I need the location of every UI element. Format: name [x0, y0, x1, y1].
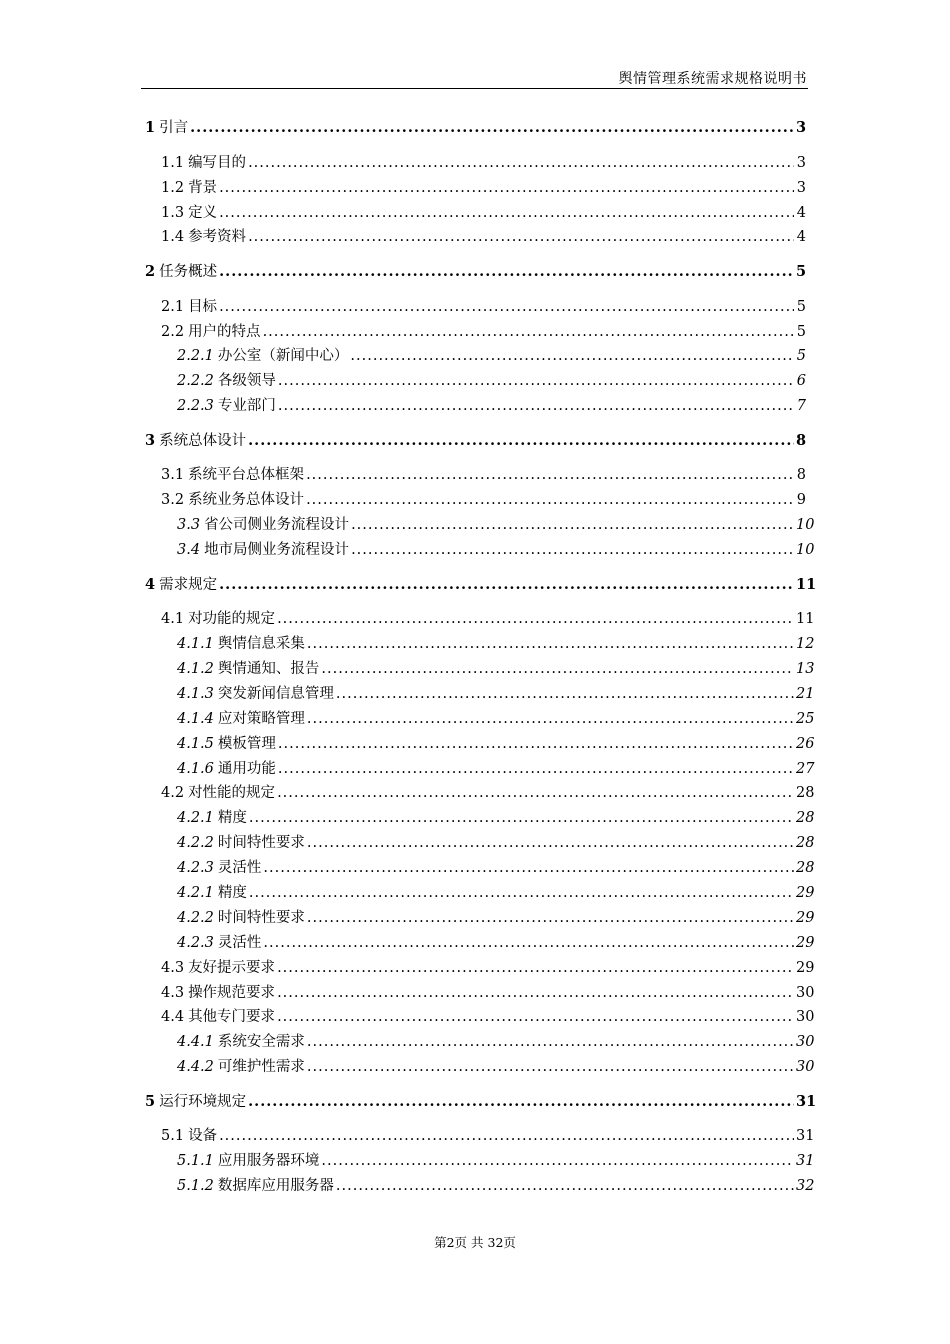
toc-entry-number: 1.3 — [161, 205, 185, 221]
toc-entry-number: 4.1.3 — [177, 686, 214, 702]
toc-entry-number: 4.4 — [161, 1009, 185, 1025]
dot-leader — [249, 810, 794, 826]
toc-entry-title: 系统总体设计 — [159, 433, 247, 449]
dot-leader — [278, 373, 794, 389]
toc-entry-title: 参考资料 — [188, 229, 247, 245]
toc-entry-level-3[interactable] — [177, 369, 806, 390]
dot-leader — [278, 761, 794, 777]
toc-entry-title: 地市局侧业务流程设计 — [204, 542, 350, 558]
toc-entry-level-3[interactable] — [177, 394, 806, 415]
toc-entry-page-number: 11 — [796, 576, 817, 593]
toc-entry-title: 舆情通知、报告 — [217, 661, 320, 677]
toc-entry-title: 用户的特点 — [188, 324, 261, 340]
toc-entry-title: 操作规范要求 — [188, 985, 276, 1001]
toc-entry-level-1[interactable] — [145, 260, 806, 281]
toc-entry-title: 运行环境规定 — [159, 1094, 247, 1110]
toc-entry-title: 对性能的规定 — [188, 785, 276, 801]
dot-leader — [277, 611, 794, 627]
toc-entry-number: 4.1.4 — [177, 711, 214, 727]
toc-entry-page-number: 31 — [796, 1093, 817, 1110]
toc-entry-page-number: 10 — [796, 542, 815, 558]
toc-entry-number: 4.2.1 — [177, 885, 214, 901]
dot-leader — [321, 661, 794, 677]
dot-leader — [321, 1153, 794, 1169]
toc-entry-number: 4.1.1 — [177, 636, 214, 652]
toc-entry-level-3[interactable] — [177, 856, 815, 877]
toc-entry-page-number: 31 — [796, 1128, 815, 1144]
toc-entry-page-number: 5 — [796, 263, 807, 280]
toc-entry-page-number: 27 — [796, 761, 815, 777]
dot-leader — [263, 935, 794, 951]
toc-entry-title: 引言 — [159, 120, 189, 136]
toc-entry-level-2[interactable] — [161, 488, 806, 509]
toc-entry-number: 4.1.2 — [177, 661, 214, 677]
toc-entry-page-number: 25 — [796, 711, 815, 727]
dot-leader — [263, 324, 794, 340]
dot-leader — [336, 686, 794, 702]
toc-entry-page-number: 21 — [796, 686, 815, 702]
dot-leader — [219, 299, 794, 315]
toc-entry-level-3[interactable] — [177, 732, 815, 753]
toc-entry-title: 对功能的规定 — [188, 611, 276, 627]
toc-entry-title: 通用功能 — [217, 761, 276, 777]
dot-leader — [219, 180, 794, 196]
toc-entry-title: 应对策略管理 — [217, 711, 305, 727]
dot-leader — [277, 1009, 794, 1025]
toc-entry-number: 1.4 — [161, 229, 185, 245]
dot-leader — [249, 885, 794, 901]
toc-entry-page-number: 30 — [796, 1059, 815, 1075]
toc-entry-page-number: 28 — [796, 810, 815, 826]
toc-entry-page-number: 29 — [796, 960, 815, 976]
dot-leader — [307, 711, 794, 727]
toc-entry-number: 4.1.5 — [177, 736, 214, 752]
toc-entry-level-3[interactable] — [177, 1030, 815, 1051]
toc-entry-page-number: 28 — [796, 835, 815, 851]
dot-leader — [219, 1128, 794, 1144]
toc-entry-title: 系统安全需求 — [217, 1034, 305, 1050]
toc-entry-level-2[interactable] — [161, 463, 806, 484]
toc-entry-level-2[interactable] — [161, 956, 815, 977]
toc-entry-page-number: 8 — [796, 432, 807, 449]
dot-leader — [307, 910, 794, 926]
toc-entry-number: 4.3 — [161, 960, 185, 976]
toc-entry-level-3[interactable] — [177, 906, 815, 927]
toc-entry-title: 办公室（新闻中心） — [217, 348, 349, 364]
toc-entry-page-number: 4 — [796, 229, 806, 245]
toc-entry-title: 背景 — [188, 180, 218, 196]
toc-entry-title: 任务概述 — [159, 264, 218, 280]
toc-entry-page-number: 30 — [796, 985, 815, 1001]
dot-leader — [248, 229, 794, 245]
toc-entry-title: 舆情信息采集 — [217, 636, 305, 652]
toc-entry-level-3[interactable] — [177, 632, 815, 653]
toc-entry-page-number: 26 — [796, 736, 815, 752]
toc-entry-level-2[interactable] — [161, 1005, 815, 1026]
toc-entry-number: 4.2.3 — [177, 860, 214, 876]
toc-entry-level-2[interactable] — [161, 320, 806, 341]
toc-entry-title: 数据库应用服务器 — [217, 1178, 334, 1194]
toc-entry-level-3[interactable] — [177, 806, 815, 827]
dot-leader — [277, 985, 794, 1001]
toc-entry-page-number: 29 — [796, 910, 815, 926]
toc-entry-number: 3.2 — [161, 492, 185, 508]
toc-entry-number: 2.1 — [161, 299, 185, 315]
toc-entry-level-3[interactable] — [177, 538, 815, 559]
toc-entry-page-number: 31 — [796, 1153, 815, 1169]
toc-entry-level-2[interactable] — [161, 607, 815, 628]
toc-entry-level-2[interactable] — [161, 781, 815, 802]
toc-entry-level-3[interactable] — [177, 682, 815, 703]
toc-entry-number: 4.4.1 — [177, 1034, 214, 1050]
toc-entry-page-number: 11 — [796, 611, 815, 627]
toc-entry-page-number: 32 — [796, 1178, 815, 1194]
toc-entry-number: 2.2 — [161, 324, 185, 340]
toc-entry-level-3[interactable] — [177, 1174, 815, 1195]
toc-entry-number: 4.4.2 — [177, 1059, 214, 1075]
toc-entry-title: 系统平台总体框架 — [188, 467, 305, 483]
toc-entry-level-3[interactable] — [177, 344, 806, 365]
toc-entry-title: 定义 — [188, 205, 218, 221]
toc-entry-page-number: 28 — [796, 785, 815, 801]
dot-leader — [190, 119, 794, 136]
dot-leader — [278, 398, 794, 414]
toc-entry-title: 精度 — [217, 810, 247, 826]
toc-entry-level-3[interactable] — [177, 931, 815, 952]
toc-entry-page-number: 4 — [796, 205, 806, 221]
toc-entry-title: 系统业务总体设计 — [188, 492, 305, 508]
toc-entry-number: 2.2.2 — [177, 373, 214, 389]
dot-leader — [248, 1093, 794, 1110]
dot-leader — [219, 263, 794, 280]
toc-entry-page-number: 3 — [796, 119, 807, 136]
toc-entry-page-number: 3 — [796, 155, 806, 171]
toc-entry-level-3[interactable] — [177, 1055, 815, 1076]
toc-entry-number: 3.4 — [177, 542, 201, 558]
toc-entry-title: 可维护性需求 — [217, 1059, 305, 1075]
toc-entry-level-1[interactable] — [145, 1090, 817, 1111]
toc-entry-number: 5 — [145, 1093, 156, 1110]
toc-entry-number: 4.2.1 — [177, 810, 214, 826]
toc-entry-number: 4.3 — [161, 985, 185, 1001]
toc-entry-number: 3.3 — [177, 517, 201, 533]
dot-leader — [219, 205, 794, 221]
toc-entry-title: 设备 — [188, 1128, 218, 1144]
toc-entry-number: 3.1 — [161, 467, 185, 483]
toc-entry-level-2[interactable] — [161, 225, 806, 246]
dot-leader — [248, 155, 794, 171]
toc-entry-page-number: 5 — [796, 324, 806, 340]
dot-leader — [351, 542, 794, 558]
toc-entry-page-number: 10 — [796, 517, 815, 533]
toc-entry-level-2[interactable] — [161, 981, 815, 1002]
toc-entry-page-number: 30 — [796, 1009, 815, 1025]
toc-entry-number: 2.2.1 — [177, 348, 214, 364]
dot-leader — [336, 1178, 794, 1194]
dot-leader — [350, 348, 794, 364]
dot-leader — [248, 432, 794, 449]
toc-entry-number: 5.1 — [161, 1128, 185, 1144]
toc-entry-page-number: 30 — [796, 1034, 815, 1050]
toc-entry-title: 应用服务器环境 — [217, 1153, 320, 1169]
toc-entry-number: 1 — [145, 119, 156, 136]
dot-leader — [351, 517, 794, 533]
toc-entry-title: 精度 — [217, 885, 247, 901]
toc-entry-page-number: 29 — [796, 935, 815, 951]
toc-entry-number: 4 — [145, 576, 156, 593]
toc-entry-page-number: 6 — [796, 373, 806, 389]
toc-entry-level-3[interactable] — [177, 707, 815, 728]
toc-entry-level-1[interactable] — [145, 116, 806, 137]
dot-leader — [263, 860, 794, 876]
toc-entry-level-1[interactable] — [145, 429, 806, 450]
toc-entry-level-3[interactable] — [177, 657, 815, 678]
toc-entry-number: 4.2 — [161, 785, 185, 801]
toc-entry-title: 模板管理 — [217, 736, 276, 752]
toc-entry-number: 4.2.3 — [177, 935, 214, 951]
toc-entry-level-3[interactable] — [177, 1149, 815, 1170]
toc-entry-page-number: 8 — [796, 467, 806, 483]
toc-entry-title: 编写目的 — [188, 155, 247, 171]
dot-leader — [307, 1059, 794, 1075]
toc-entry-title: 灵活性 — [217, 935, 262, 951]
toc-entry-number: 2.2.3 — [177, 398, 214, 414]
page-footer: 第2页 共 32页 — [434, 1235, 516, 1250]
dot-leader — [277, 785, 794, 801]
toc-entry-title: 突发新闻信息管理 — [217, 686, 334, 702]
toc-entry-level-2[interactable] — [161, 201, 806, 222]
running-header-title: 舆情管理系统需求规格说明书 — [618, 71, 807, 87]
dot-leader — [307, 636, 794, 652]
toc-entry-level-3[interactable] — [177, 831, 815, 852]
toc-entry-title: 需求规定 — [159, 577, 218, 593]
toc-entry-number: 5.1.2 — [177, 1178, 214, 1194]
toc-entry-number: 4.2.2 — [177, 910, 214, 926]
toc-entry-title: 目标 — [188, 299, 218, 315]
toc-entry-title: 专业部门 — [217, 398, 276, 414]
toc-entry-page-number: 28 — [796, 860, 815, 876]
toc-entry-number: 1.1 — [161, 155, 185, 171]
toc-entry-level-2[interactable] — [161, 176, 806, 197]
toc-entry-page-number: 3 — [796, 180, 806, 196]
toc-entry-title: 友好提示要求 — [188, 960, 276, 976]
toc-entry-number: 4.2.2 — [177, 835, 214, 851]
dot-leader — [278, 736, 794, 752]
toc-entry-level-2[interactable] — [161, 151, 806, 172]
toc-entry-level-1[interactable] — [145, 573, 817, 594]
dot-leader — [307, 835, 794, 851]
toc-entry-level-3[interactable] — [177, 757, 815, 778]
toc-entry-level-2[interactable] — [161, 1124, 815, 1145]
toc-entry-title: 各级领导 — [217, 373, 276, 389]
toc-entry-number: 1.2 — [161, 180, 185, 196]
toc-entry-page-number: 13 — [796, 661, 815, 677]
toc-entry-title: 时间特性要求 — [217, 835, 305, 851]
toc-entry-page-number: 5 — [796, 299, 806, 315]
toc-entry-number: 4.1 — [161, 611, 185, 627]
dot-leader — [307, 1034, 794, 1050]
toc-entry-number: 5.1.1 — [177, 1153, 214, 1169]
toc-entry-number: 4.1.6 — [177, 761, 214, 777]
toc-entry-title: 灵活性 — [217, 860, 262, 876]
toc-entry-title: 时间特性要求 — [217, 910, 305, 926]
toc-entry-level-3[interactable] — [177, 881, 815, 902]
toc-entry-page-number: 7 — [796, 398, 806, 414]
dot-leader — [306, 492, 794, 508]
toc-entry-level-2[interactable] — [161, 295, 806, 316]
toc-entry-number: 3 — [145, 432, 156, 449]
toc-entry-title: 其他专门要求 — [188, 1009, 276, 1025]
dot-leader — [306, 467, 794, 483]
toc-entry-page-number: 29 — [796, 885, 815, 901]
toc-entry-title: 省公司侧业务流程设计 — [204, 517, 350, 533]
toc-entry-page-number: 5 — [796, 348, 806, 364]
toc-entry-page-number: 12 — [796, 636, 815, 652]
dot-leader — [277, 960, 794, 976]
toc-entry-page-number: 9 — [796, 492, 806, 508]
toc-entry-number: 2 — [145, 263, 156, 280]
dot-leader — [219, 576, 794, 593]
toc-entry-level-3[interactable] — [177, 513, 815, 534]
